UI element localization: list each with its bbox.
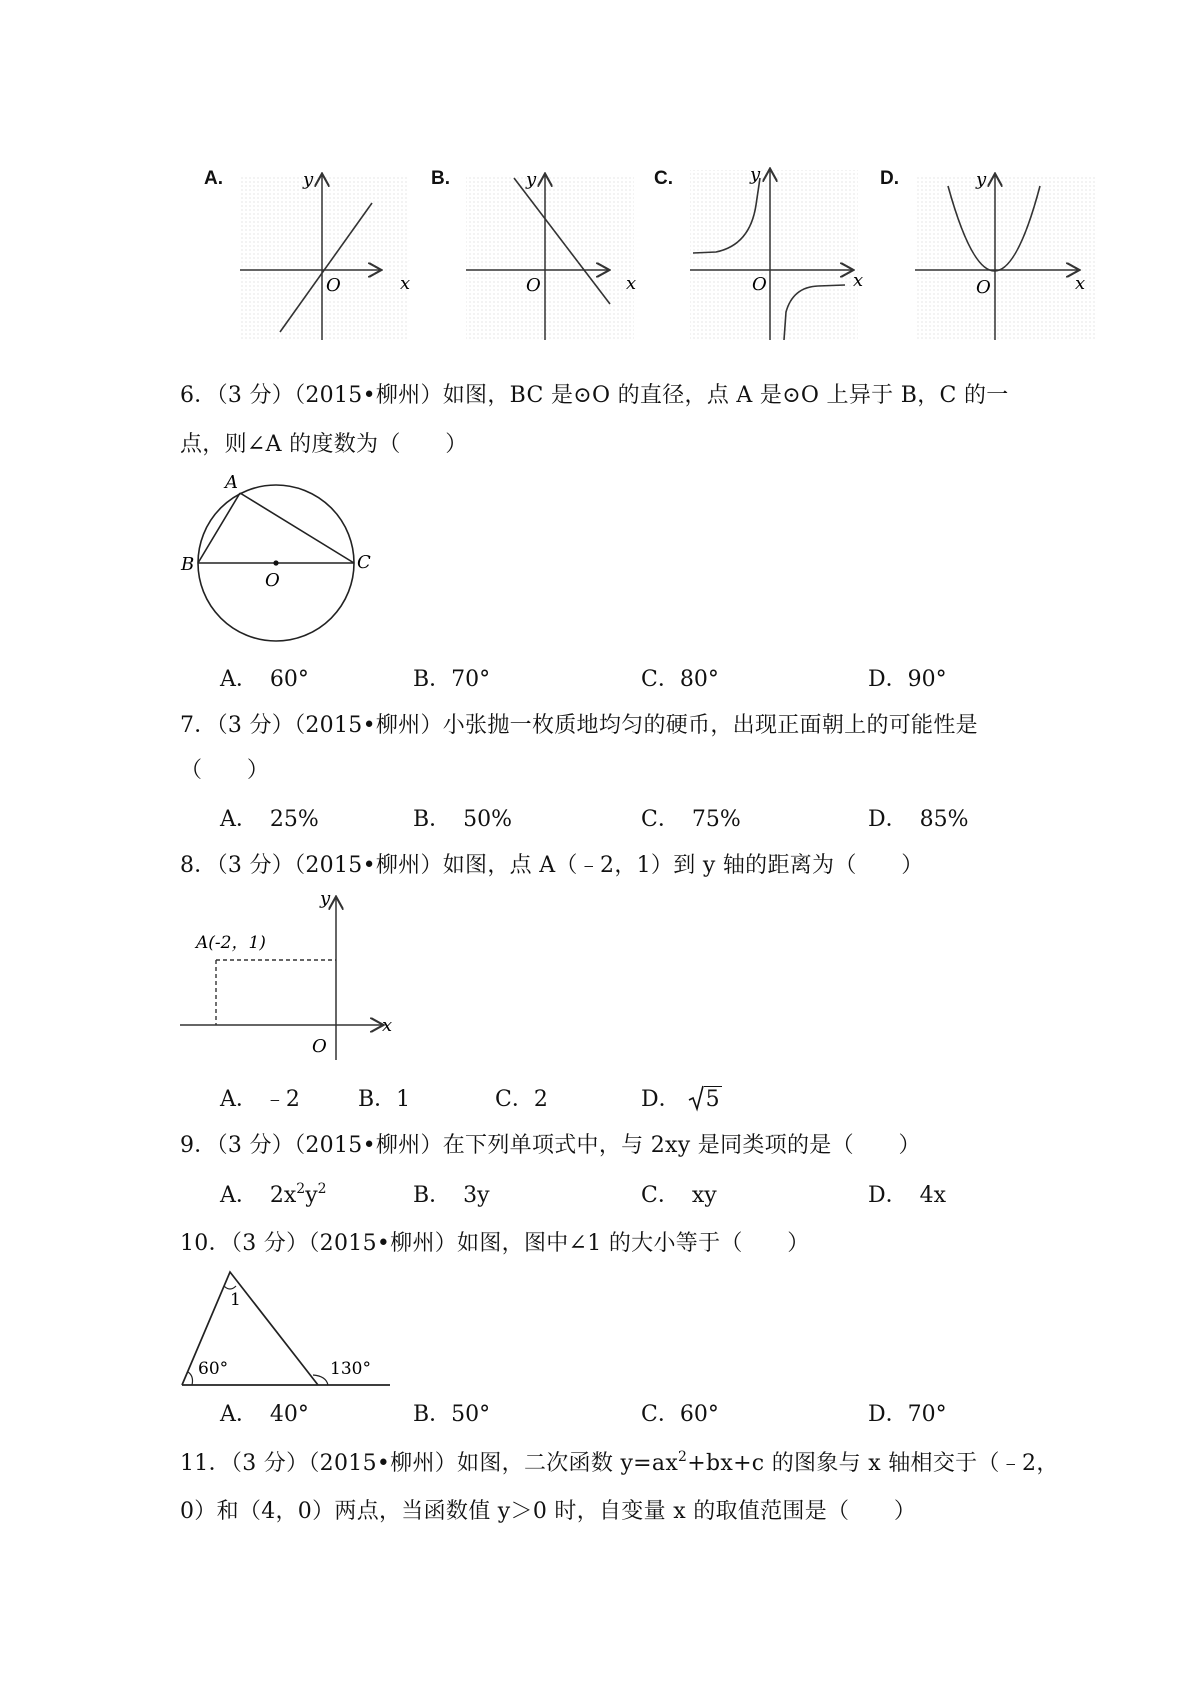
q8-option-d[interactable]: D． 5 xyxy=(641,1082,722,1113)
graph-a-origin-label: O xyxy=(326,275,341,296)
q10-option-b[interactable]: B．50° xyxy=(413,1402,491,1427)
radical-sign-icon xyxy=(688,1084,704,1112)
q10-option-a[interactable]: A． 40° xyxy=(220,1402,309,1427)
graph-c-label: C. xyxy=(654,168,673,189)
q6-stem-line2: 点，则∠A 的度数为（ ） xyxy=(180,432,468,457)
graph-d-origin-label: O xyxy=(976,277,991,298)
graph-d-x-label: x xyxy=(1075,273,1086,294)
q11-stem-line2: 0）和（4，0）两点，当函数值 y＞0 时，自变量 x 的取值范围是（ ） xyxy=(180,1499,917,1524)
q10-angle-1-label: 1 xyxy=(230,1290,241,1310)
q6-point-c: C xyxy=(357,552,371,573)
q10-angle-60-label: 60° xyxy=(198,1359,229,1379)
q7-stem-line1: 7．（3 分）（2015•柳州）小张抛一枚质地均匀的硬币，出现正面朝上的可能性是 xyxy=(180,713,978,738)
q9-option-d[interactable]: D． 4x xyxy=(868,1183,947,1208)
q8-x-label: x xyxy=(382,1015,393,1036)
graph-d-label: D. xyxy=(880,168,899,189)
q6-option-b[interactable]: B．70° xyxy=(413,667,491,692)
graph-a-x-label: x xyxy=(400,273,411,294)
graph-a-y-label: y xyxy=(303,169,314,190)
graph-c xyxy=(690,164,863,340)
graph-c-x-label: x xyxy=(853,270,864,291)
sqrt-symbol: 5 xyxy=(688,1084,722,1112)
q6-point-a: A xyxy=(225,472,238,493)
q8-option-a[interactable]: A． ﹣2 xyxy=(220,1087,300,1112)
q10-triangle-figure xyxy=(170,1262,400,1390)
graph-b-label: B. xyxy=(431,168,450,189)
graph-c-y-label: y xyxy=(750,164,761,185)
graph-c-origin-label: O xyxy=(752,274,767,295)
q7-option-c[interactable]: C． 75% xyxy=(641,807,741,832)
q8-option-c[interactable]: C．2 xyxy=(495,1087,548,1112)
graph-d-y-label: y xyxy=(976,169,987,190)
q8-option-b[interactable]: B．1 xyxy=(358,1087,411,1112)
q8-origin-label: O xyxy=(312,1036,327,1057)
q6-circle-figure xyxy=(170,460,380,670)
q6-option-d[interactable]: D．90° xyxy=(868,667,947,692)
q6-option-a[interactable]: A． 60° xyxy=(220,667,309,692)
q7-stem-line2: （ ） xyxy=(180,758,270,783)
q10-option-d[interactable]: D．70° xyxy=(868,1402,947,1427)
q8-stem-line1: 8．（3 分）（2015•柳州）如图，点 A（﹣2，1）到 y 轴的距离为（ ） xyxy=(180,853,924,878)
q9-option-b[interactable]: B． 3y xyxy=(413,1183,490,1208)
graph-a xyxy=(240,169,410,340)
graph-d xyxy=(915,169,1095,340)
q6-point-o: O xyxy=(265,570,280,591)
q8-y-label: y xyxy=(320,890,331,909)
q11-stem-line1: 11．（3 分）（2015•柳州）如图，二次函数 $y=ax^2+bx+c$ 的图象与 x 轴相交于（﹣2， xyxy=(180,1449,1059,1476)
q10-option-c[interactable]: C．60° xyxy=(641,1402,719,1427)
q7-option-b[interactable]: B． 50% xyxy=(413,807,513,832)
q6-stem-line1: 6．（3 分）（2015•柳州）如图，BC 是⊙O 的直径，点 A 是⊙O 上异于 B，C 的一 xyxy=(180,383,1009,408)
graph-b-y-label: y xyxy=(526,169,537,190)
graph-b xyxy=(466,169,636,340)
graph-b-origin-label: O xyxy=(526,275,541,296)
graph-b-x-label: x xyxy=(626,273,637,294)
q7-option-a[interactable]: A． 25% xyxy=(220,807,319,832)
q9-stem-line1: 9．（3 分）（2015•柳州）在下列单项式中，与 2xy 是同类项的是（ ） xyxy=(180,1133,921,1158)
q10-stem-line1: 10．（3 分）（2015•柳州）如图，图中∠1 的大小等于（ ） xyxy=(180,1231,810,1256)
q5-graphs-svg xyxy=(0,0,1200,360)
graph-a-label: A. xyxy=(204,168,223,189)
q9-option-c[interactable]: C． xy xyxy=(641,1183,717,1208)
q8-coordinate-figure xyxy=(170,890,410,1070)
q7-option-d[interactable]: D． 85% xyxy=(868,807,969,832)
q6-point-b: B xyxy=(181,554,195,575)
q9-option-a[interactable]: A． $2x^2y^2$ xyxy=(220,1181,327,1208)
q10-angle-130-label: 130° xyxy=(330,1359,371,1379)
q6-option-c[interactable]: C．80° xyxy=(641,667,719,692)
q8-point-a-label: A(-2，1) xyxy=(196,933,266,953)
